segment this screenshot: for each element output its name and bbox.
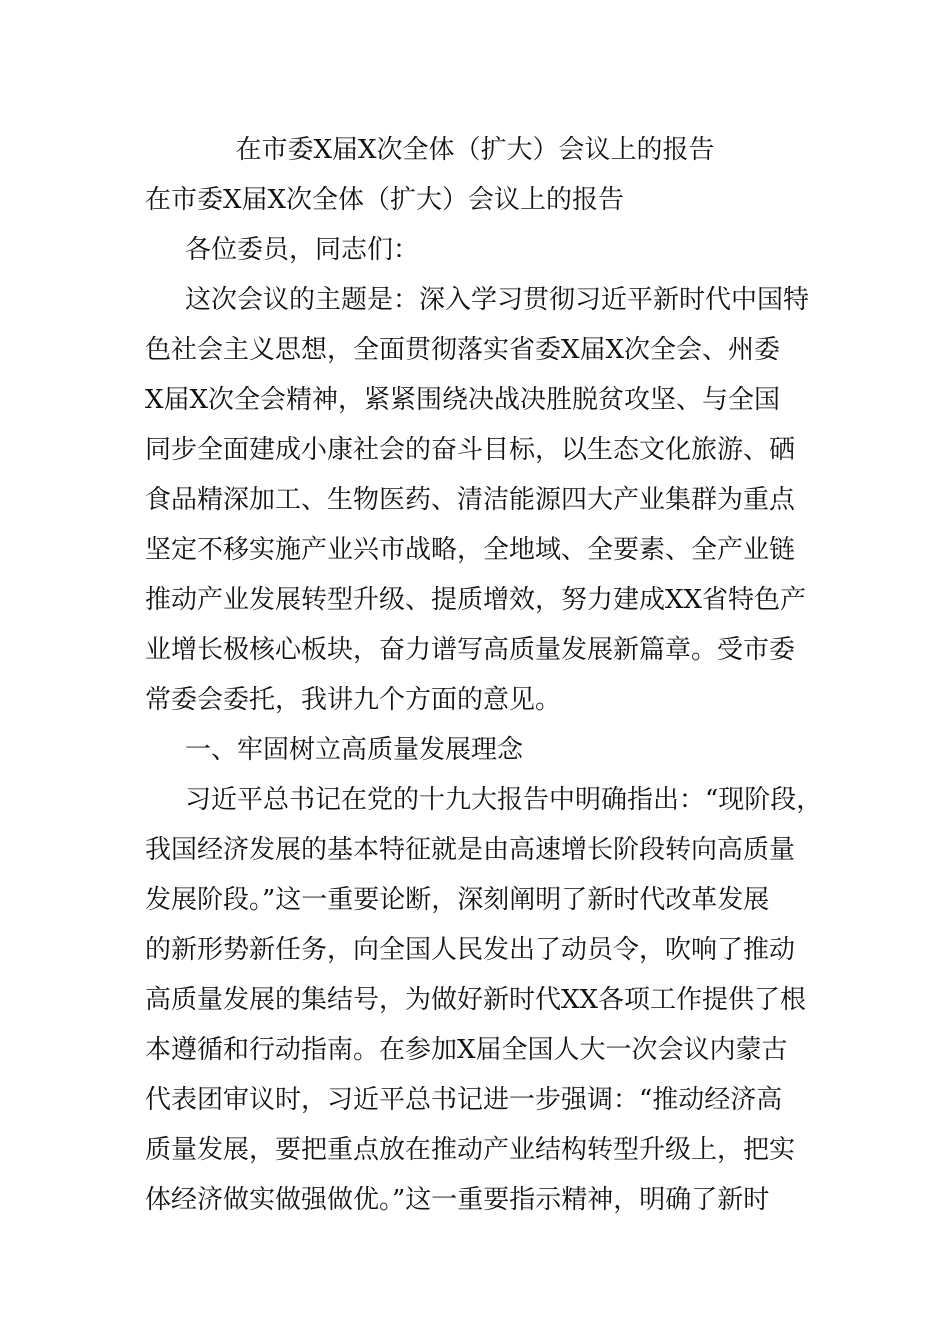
- paragraph-line: 推动产业发展转型升级、提质增效，努力建成XX省特色产: [145, 585, 807, 615]
- section-heading: 一、牢固树立高质量发展理念: [185, 735, 524, 765]
- paragraph-line: 业增长极核心板块，奋力谱写高质量发展新篇章。受市委: [145, 635, 796, 665]
- paragraph-line: 色社会主义思想，全面贯彻落实省委X届X次全会、州委: [145, 335, 781, 365]
- paragraph-line: 本遵循和行动指南。在参加X届全国人大一次会议内蒙古: [145, 1035, 788, 1065]
- paragraph-line: 我国经济发展的基本特征就是由高速增长阶段转向高质量: [145, 835, 796, 865]
- paragraph-line: 这次会议的主题是：深入学习贯彻习近平新时代中国特: [185, 285, 810, 315]
- paragraph-line: X届X次全会精神，紧紧围绕决战决胜脱贫攻坚、与全国: [145, 385, 781, 415]
- paragraph-line: 质量发展，要把重点放在推动产业结构转型升级上，把实: [145, 1135, 796, 1165]
- document-subtitle: 在市委X届X次全体（扩大）会议上的报告: [145, 185, 625, 215]
- paragraph-line: 代表团审议时，习近平总书记进一步强调：“推动经济高: [145, 1085, 783, 1115]
- paragraph-line: 发展阶段。”这一重要论断，深刻阐明了新时代改革发展: [145, 885, 770, 915]
- document-title: 在市委X届X次全体（扩大）会议上的报告: [235, 135, 715, 165]
- paragraph-line: 的新形势新任务，向全国人民发出了动员令，吹响了推动: [145, 935, 796, 965]
- salutation: 各位委员，同志们：: [185, 235, 420, 265]
- paragraph-line: 习近平总书记在党的十九大报告中明确指出：“现阶段，: [185, 785, 823, 815]
- paragraph-line: 坚定不移实施产业兴市战略，全地域、全要素、全产业链: [145, 535, 796, 565]
- paragraph-line: 常委会委托，我讲九个方面的意见。: [145, 685, 562, 715]
- paragraph-line: 同步全面建成小康社会的奋斗目标，以生态文化旅游、硒: [145, 435, 796, 465]
- paragraph-line: 体经济做实做强做优。”这一重要指示精神，明确了新时: [145, 1185, 770, 1215]
- paragraph-line: 高质量发展的集结号，为做好新时代XX各项工作提供了根: [145, 985, 807, 1015]
- paragraph-line: 食品精深加工、生物医药、清洁能源四大产业集群为重点: [145, 485, 796, 515]
